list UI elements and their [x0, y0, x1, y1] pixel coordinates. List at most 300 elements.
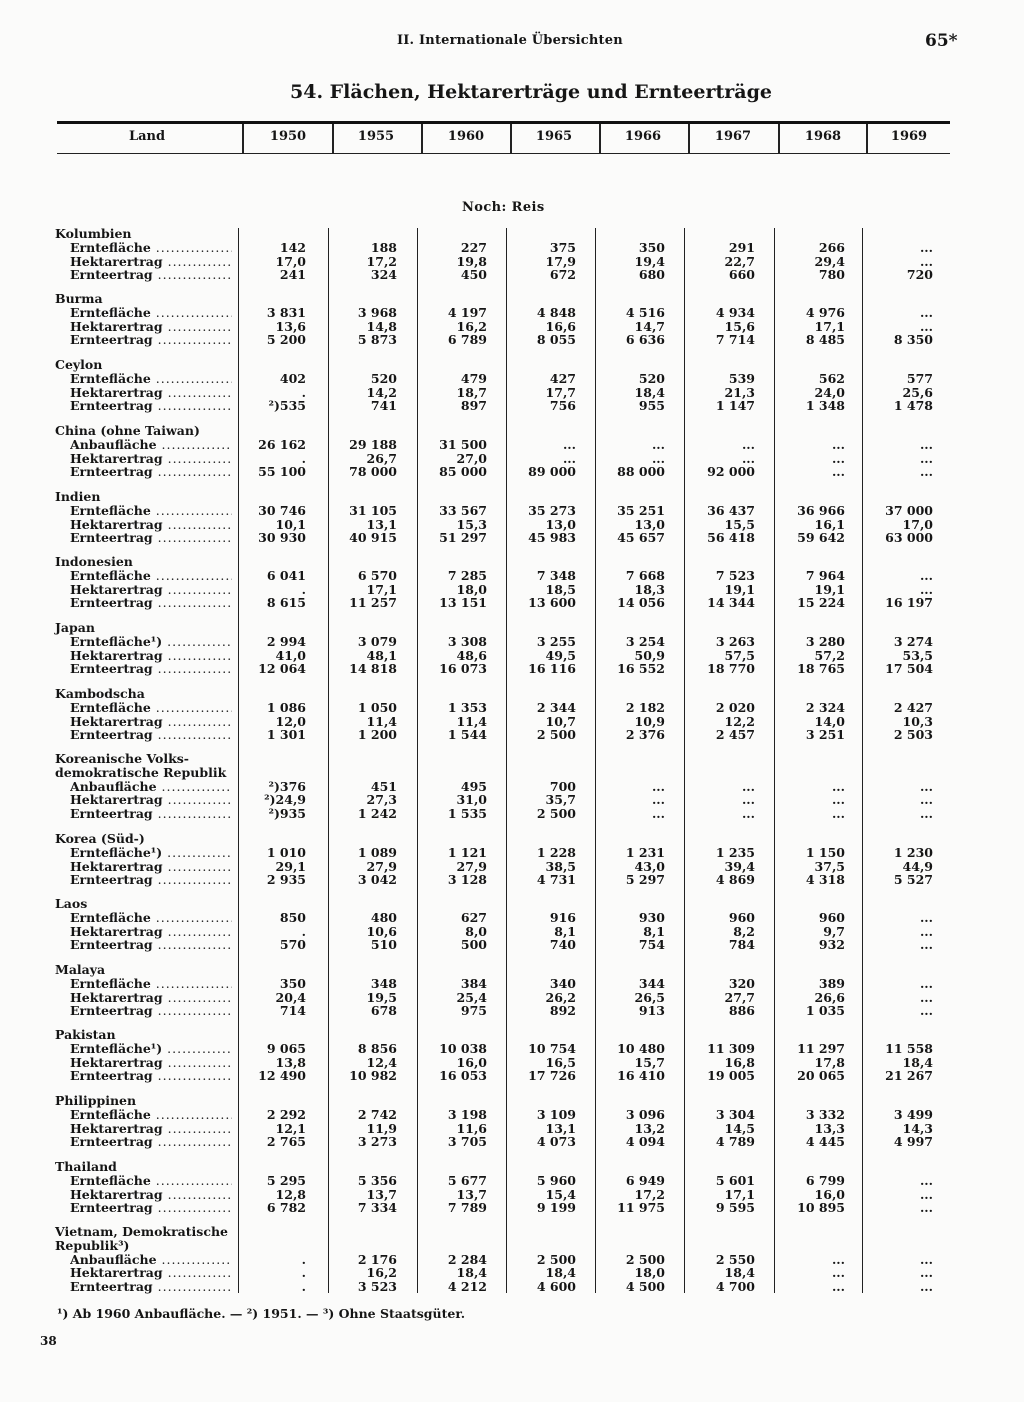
- page-number: 65*: [925, 31, 958, 51]
- body-separator: [862, 228, 863, 1293]
- table-cell: 19,4: [634, 253, 665, 269]
- table-cell: 510: [370, 937, 397, 953]
- table-cell: 15 224: [797, 595, 845, 611]
- table-cell: 3 280: [805, 633, 845, 649]
- table-cell: ...: [831, 778, 845, 794]
- table-cell: 1 089: [357, 844, 397, 860]
- table-cell: 3 523: [357, 1279, 397, 1295]
- table-cell: 3 128: [447, 872, 487, 888]
- table-cell: 16,8: [724, 1054, 755, 1070]
- table-cell: 500: [460, 937, 487, 953]
- table-cell: 14,7: [634, 318, 665, 334]
- table-cell: 29,4: [814, 253, 845, 269]
- table-cell: 26 162: [258, 436, 306, 452]
- table-cell: 16 073: [439, 661, 487, 677]
- table-cell: .: [301, 1265, 306, 1281]
- row-label: Erntefläche .....: [70, 977, 232, 991]
- table-cell: 14,0: [814, 713, 845, 729]
- table-cell: 14,8: [366, 318, 397, 334]
- table-cell: 4 731: [536, 872, 576, 888]
- table-cell: 57,2: [814, 647, 845, 663]
- table-cell: 37,5: [814, 858, 845, 874]
- table-cell: ...: [831, 1279, 845, 1295]
- table-cell: 19,1: [814, 581, 845, 597]
- table-cell: 18 770: [707, 661, 755, 677]
- body-separator: [774, 228, 775, 1293]
- table-cell: ...: [919, 253, 933, 269]
- table-cell: 18,5: [545, 581, 576, 597]
- table-cell: 720: [906, 267, 933, 283]
- row-label: Erntefläche .....: [70, 701, 232, 715]
- country-name: Philippinen: [55, 1093, 137, 1108]
- row-label: Hektarertrag .....: [70, 255, 232, 269]
- table-cell: 16,2: [366, 1265, 397, 1281]
- table-cell: 36 437: [707, 502, 755, 518]
- table-cell: 3 079: [357, 633, 397, 649]
- table-cell: ...: [651, 450, 665, 466]
- table-cell: 1 544: [447, 727, 487, 743]
- table-cell: 4 934: [715, 304, 755, 320]
- row-label: Ernteertrag .....: [70, 1280, 232, 1294]
- table-cell: 142: [279, 239, 306, 255]
- table-cell: 19,1: [724, 581, 755, 597]
- row-label: Hektarertrag .....: [70, 583, 232, 597]
- table-cell: 241: [279, 267, 306, 283]
- table-cell: 16,0: [814, 1186, 845, 1202]
- table-cell: ...: [831, 1251, 845, 1267]
- country-name: Koreanische Volks-: [55, 751, 189, 766]
- table-cell: 672: [549, 267, 576, 283]
- body-separator: [238, 228, 239, 1293]
- table-cell: 45 657: [617, 530, 665, 546]
- margin-number: 38: [40, 1334, 57, 1348]
- table-cell: 3 042: [357, 872, 397, 888]
- row-label: Hektarertrag .....: [70, 452, 232, 466]
- table-cell: 14,2: [366, 384, 397, 400]
- table-cell: 38,5: [545, 858, 576, 874]
- table-cell: 1 035: [805, 1003, 845, 1019]
- table-cell: 5 873: [357, 332, 397, 348]
- table-cell: 4 848: [536, 304, 576, 320]
- table-cell: 16,5: [545, 1054, 576, 1070]
- table-cell: 714: [279, 1003, 306, 1019]
- table-cell: 740: [549, 937, 576, 953]
- table-cell: .: [301, 923, 306, 939]
- table-cell: 18,0: [634, 1265, 665, 1281]
- table-cell: ...: [741, 792, 755, 808]
- table-cell: 17,8: [814, 1054, 845, 1070]
- country-name: Pakistan: [55, 1027, 116, 1042]
- table-cell: 348: [370, 975, 397, 991]
- row-label: Hektarertrag .....: [70, 320, 232, 334]
- table-cell: 1 200: [357, 727, 397, 743]
- table-cell: 6 782: [266, 1200, 306, 1216]
- table-cell: 627: [460, 909, 487, 925]
- table-cell: 4 073: [536, 1134, 576, 1150]
- table-cell: 2 500: [625, 1251, 665, 1267]
- table-cell: 15,5: [724, 516, 755, 532]
- table-cell: 6 570: [357, 567, 397, 583]
- table-cell: 11 257: [349, 595, 397, 611]
- country-name: demokratische Republik: [55, 764, 227, 780]
- table-cell: 18 765: [797, 661, 845, 677]
- table-cell: 1 050: [357, 699, 397, 715]
- header-separator: [688, 124, 690, 153]
- table-cell: 2 457: [715, 727, 755, 743]
- table-cell: 45 983: [528, 530, 576, 546]
- table-cell: 7 668: [625, 567, 665, 583]
- table-cell: 350: [279, 975, 306, 991]
- table-cell: 13,0: [634, 516, 665, 532]
- table-cell: .: [301, 1251, 306, 1267]
- table-cell: 266: [818, 239, 845, 255]
- table-cell: 2 503: [893, 727, 933, 743]
- table-cell: 27,0: [456, 450, 487, 466]
- table-cell: 30 746: [258, 502, 306, 518]
- table-cell: 960: [728, 909, 755, 925]
- row-label: Ernteertrag .....: [70, 465, 232, 479]
- table-cell: 10 038: [439, 1040, 487, 1056]
- table-cell: 16 552: [617, 661, 665, 677]
- table-cell: 14 818: [349, 661, 397, 677]
- table-cell: 17,2: [634, 1186, 665, 1202]
- table-cell: 680: [638, 267, 665, 283]
- table-cell: 13,7: [456, 1186, 487, 1202]
- row-label: Hektarertrag .....: [70, 649, 232, 663]
- table-cell: 35 251: [617, 502, 665, 518]
- row-label: Ernteertrag .....: [70, 873, 232, 887]
- table-cell: 344: [638, 975, 665, 991]
- table-cell: 16,0: [456, 1054, 487, 1070]
- table-cell: 11 975: [617, 1200, 665, 1216]
- row-label: Anbaufläche .....: [70, 780, 232, 794]
- table-cell: 12 490: [258, 1068, 306, 1084]
- table-cell: 3 109: [536, 1106, 576, 1122]
- table-cell: 17 504: [885, 661, 933, 677]
- country-name: Burma: [55, 291, 103, 306]
- table-cell: 33 567: [439, 502, 487, 518]
- table-cell: 5 295: [266, 1172, 306, 1188]
- table-cell: 27,3: [366, 792, 397, 808]
- table-cell: 1 010: [266, 844, 306, 860]
- row-label: Ernteertrag .....: [70, 531, 232, 545]
- table-cell: 6 949: [625, 1172, 665, 1188]
- table-cell: 63 000: [885, 530, 933, 546]
- table-cell: 26,7: [366, 450, 397, 466]
- table-cell: 15,7: [634, 1054, 665, 1070]
- table-cell: 10 754: [528, 1040, 576, 1056]
- table-cell: ²)376: [268, 778, 306, 794]
- table-cell: 16,1: [814, 516, 845, 532]
- table-cell: 1 086: [266, 699, 306, 715]
- column-header-1955: 1955: [357, 129, 395, 144]
- country-name: Laos: [55, 896, 88, 911]
- table-cell: 15,3: [456, 516, 487, 532]
- table-cell: ...: [741, 778, 755, 794]
- table-cell: 4 976: [805, 304, 845, 320]
- table-cell: 6 799: [805, 1172, 845, 1188]
- table-cell: 13,0: [545, 516, 576, 532]
- table-cell: 14 344: [707, 595, 755, 611]
- table-cell: 4 600: [536, 1279, 576, 1295]
- table-cell: 188: [370, 239, 397, 255]
- table-cell: ...: [919, 1003, 933, 1019]
- table-cell: 12,2: [724, 713, 755, 729]
- row-label: Erntefläche .....: [70, 504, 232, 518]
- table-cell: ²)535: [268, 398, 306, 414]
- table-cell: 1 230: [893, 844, 933, 860]
- table-cell: 4 318: [805, 872, 845, 888]
- header-separator: [421, 124, 423, 153]
- table-cell: 3 251: [805, 727, 845, 743]
- table-cell: 12 064: [258, 661, 306, 677]
- table-cell: 18,7: [456, 384, 487, 400]
- table-cell: 577: [906, 370, 933, 386]
- table-cell: 2 427: [893, 699, 933, 715]
- table-cell: 451: [370, 778, 397, 794]
- table-cell: 5 200: [266, 332, 306, 348]
- table-cell: ...: [831, 436, 845, 452]
- table-top-rule: [57, 121, 950, 124]
- table-cell: ...: [562, 436, 576, 452]
- country-name: Malaya: [55, 962, 106, 977]
- header-bottom-rule: [57, 153, 950, 154]
- table-cell: 49,5: [545, 647, 576, 663]
- row-label: Ernteertrag .....: [70, 333, 232, 347]
- table-cell: 4 997: [893, 1134, 933, 1150]
- table-cell: 8,1: [643, 923, 665, 939]
- table-cell: 19,8: [456, 253, 487, 269]
- table-cell: 17,1: [366, 581, 397, 597]
- table-cell: 3 308: [447, 633, 487, 649]
- table-cell: 89 000: [528, 464, 576, 480]
- country-name: Indonesien: [55, 554, 133, 569]
- table-cell: 17 726: [528, 1068, 576, 1084]
- table-cell: 10,6: [366, 923, 397, 939]
- row-label: Hektarertrag .....: [70, 1056, 232, 1070]
- row-label: Hektarertrag .....: [70, 1266, 232, 1280]
- table-cell: 3 304: [715, 1106, 755, 1122]
- table-cell: 6 636: [625, 332, 665, 348]
- country-name: Thailand: [55, 1159, 117, 1174]
- body-separator: [417, 228, 418, 1293]
- table-cell: 4 094: [625, 1134, 665, 1150]
- table-cell: 19 005: [707, 1068, 755, 1084]
- table-cell: 13,3: [814, 1120, 845, 1136]
- table-cell: .: [301, 581, 306, 597]
- table-cell: 22,7: [724, 253, 755, 269]
- table-cell: 39,4: [724, 858, 755, 874]
- table-cell: ...: [919, 1200, 933, 1216]
- table-cell: ...: [919, 792, 933, 808]
- row-label: Erntefläche .....: [70, 1108, 232, 1122]
- row-label: Ernteertrag .....: [70, 596, 232, 610]
- table-cell: 29,1: [275, 858, 306, 874]
- table-cell: 3 198: [447, 1106, 487, 1122]
- table-cell: 7 523: [715, 567, 755, 583]
- table-cell: 1 478: [893, 398, 933, 414]
- country-name: China (ohne Taiwan): [55, 423, 200, 438]
- table-cell: 31 500: [439, 436, 487, 452]
- column-header-1967: 1967: [714, 129, 752, 144]
- table-cell: 5 527: [893, 872, 933, 888]
- table-cell: 520: [638, 370, 665, 386]
- table-cell: ...: [919, 436, 933, 452]
- row-label: Ernteertrag .....: [70, 1004, 232, 1018]
- table-cell: 18,4: [724, 1265, 755, 1281]
- table-cell: 389: [818, 975, 845, 991]
- table-cell: 17,2: [366, 253, 397, 269]
- table-cell: 12,8: [275, 1186, 306, 1202]
- table-cell: 8 615: [266, 595, 306, 611]
- table-cell: 2 742: [357, 1106, 397, 1122]
- table-cell: 2 020: [715, 699, 755, 715]
- column-header-1960: 1960: [447, 129, 485, 144]
- table-cell: 35 273: [528, 502, 576, 518]
- table-cell: 10,9: [634, 713, 665, 729]
- table-cell: 56 418: [707, 530, 755, 546]
- table-cell: 55 100: [258, 464, 306, 480]
- table-cell: ...: [919, 304, 933, 320]
- table-cell: 1 150: [805, 844, 845, 860]
- table-cell: 5 601: [715, 1172, 755, 1188]
- table-cell: 17,0: [902, 516, 933, 532]
- table-cell: 15,4: [545, 1186, 576, 1202]
- table-title: 54. Flächen, Hektarerträge und Ernteerträge: [290, 81, 772, 103]
- table-cell: 13 151: [439, 595, 487, 611]
- table-cell: ...: [562, 450, 576, 466]
- country-name: Korea (Süd-): [55, 831, 145, 846]
- table-cell: ...: [651, 778, 665, 794]
- table-cell: 5 677: [447, 1172, 487, 1188]
- column-header-land: Land: [128, 129, 166, 144]
- table-cell: 2 765: [266, 1134, 306, 1150]
- table-cell: ...: [919, 989, 933, 1005]
- row-label: Ernteertrag .....: [70, 938, 232, 952]
- table-cell: 2 500: [536, 1251, 576, 1267]
- table-cell: 13,7: [366, 1186, 397, 1202]
- table-cell: 892: [549, 1003, 576, 1019]
- table-cell: 31 105: [349, 502, 397, 518]
- row-label: Anbaufläche .....: [70, 438, 232, 452]
- table-cell: ...: [831, 1265, 845, 1281]
- table-cell: 2 182: [625, 699, 665, 715]
- table-cell: 17,0: [275, 253, 306, 269]
- table-cell: 18,3: [634, 581, 665, 597]
- table-cell: 375: [549, 239, 576, 255]
- table-cell: 6 041: [266, 567, 306, 583]
- table-cell: 13,8: [275, 1054, 306, 1070]
- table-cell: 3 705: [447, 1134, 487, 1150]
- table-cell: 18,4: [456, 1265, 487, 1281]
- table-cell: ...: [919, 450, 933, 466]
- table-cell: 741: [370, 398, 397, 414]
- table-cell: 4 700: [715, 1279, 755, 1295]
- table-cell: 13,1: [366, 516, 397, 532]
- table-cell: 495: [460, 778, 487, 794]
- table-cell: ...: [651, 806, 665, 822]
- row-label: Hektarertrag .....: [70, 518, 232, 532]
- table-cell: 700: [549, 778, 576, 794]
- table-cell: 2 994: [266, 633, 306, 649]
- table-cell: 1 301: [266, 727, 306, 743]
- table-cell: 21,3: [724, 384, 755, 400]
- table-cell: 21 267: [885, 1068, 933, 1084]
- country-name: Republik³): [55, 1237, 130, 1253]
- table-cell: 44,9: [902, 858, 933, 874]
- table-cell: 4 212: [447, 1279, 487, 1295]
- table-cell: 18,4: [545, 1265, 576, 1281]
- table-cell: 16,2: [456, 318, 487, 334]
- table-cell: 25,4: [456, 989, 487, 1005]
- header-separator: [866, 124, 868, 153]
- table-cell: 754: [638, 937, 665, 953]
- table-cell: 4 197: [447, 304, 487, 320]
- table-cell: 2 550: [715, 1251, 755, 1267]
- table-cell: 3 254: [625, 633, 665, 649]
- table-cell: 13,6: [275, 318, 306, 334]
- row-label: Hektarertrag .....: [70, 715, 232, 729]
- table-cell: 43,0: [634, 858, 665, 874]
- column-header-1966: 1966: [624, 129, 662, 144]
- table-cell: 2 292: [266, 1106, 306, 1122]
- table-cell: 756: [549, 398, 576, 414]
- table-cell: 12,4: [366, 1054, 397, 1070]
- row-label: Erntefläche¹) .....: [70, 635, 232, 649]
- table-cell: 12,1: [275, 1120, 306, 1136]
- table-cell: 291: [728, 239, 755, 255]
- table-cell: 227: [460, 239, 487, 255]
- table-cell: ²)24,9: [264, 792, 306, 808]
- table-cell: .: [301, 384, 306, 400]
- table-cell: 4 445: [805, 1134, 845, 1150]
- table-cell: 11,6: [456, 1120, 487, 1136]
- table-cell: 3 274: [893, 633, 933, 649]
- table-cell: 9 595: [715, 1200, 755, 1216]
- table-cell: ...: [919, 1251, 933, 1267]
- table-cell: 1 121: [447, 844, 487, 860]
- table-cell: 2 376: [625, 727, 665, 743]
- table-cell: 17,7: [545, 384, 576, 400]
- table-cell: 8 485: [805, 332, 845, 348]
- table-cell: 8 055: [536, 332, 576, 348]
- table-cell: 13 600: [528, 595, 576, 611]
- row-label: Hektarertrag .....: [70, 925, 232, 939]
- header-separator: [778, 124, 780, 153]
- column-header-1950: 1950: [269, 129, 307, 144]
- table-cell: 975: [460, 1003, 487, 1019]
- column-header-1969: 1969: [890, 129, 928, 144]
- body-separator: [684, 228, 685, 1293]
- table-cell: 5 960: [536, 1172, 576, 1188]
- body-separator: [506, 228, 507, 1293]
- table-cell: ...: [919, 806, 933, 822]
- table-cell: 7 334: [357, 1200, 397, 1216]
- table-cell: 570: [279, 937, 306, 953]
- table-cell: 10,1: [275, 516, 306, 532]
- country-name: Indien: [55, 489, 101, 504]
- table-cell: 14 056: [617, 595, 665, 611]
- table-cell: 19,5: [366, 989, 397, 1005]
- table-cell: 15,6: [724, 318, 755, 334]
- table-cell: 10,7: [545, 713, 576, 729]
- table-cell: 10 895: [797, 1200, 845, 1216]
- header-separator: [332, 124, 334, 153]
- table-cell: 16,6: [545, 318, 576, 334]
- table-cell: 450: [460, 267, 487, 283]
- table-cell: 2 284: [447, 1251, 487, 1267]
- table-cell: 2 500: [536, 806, 576, 822]
